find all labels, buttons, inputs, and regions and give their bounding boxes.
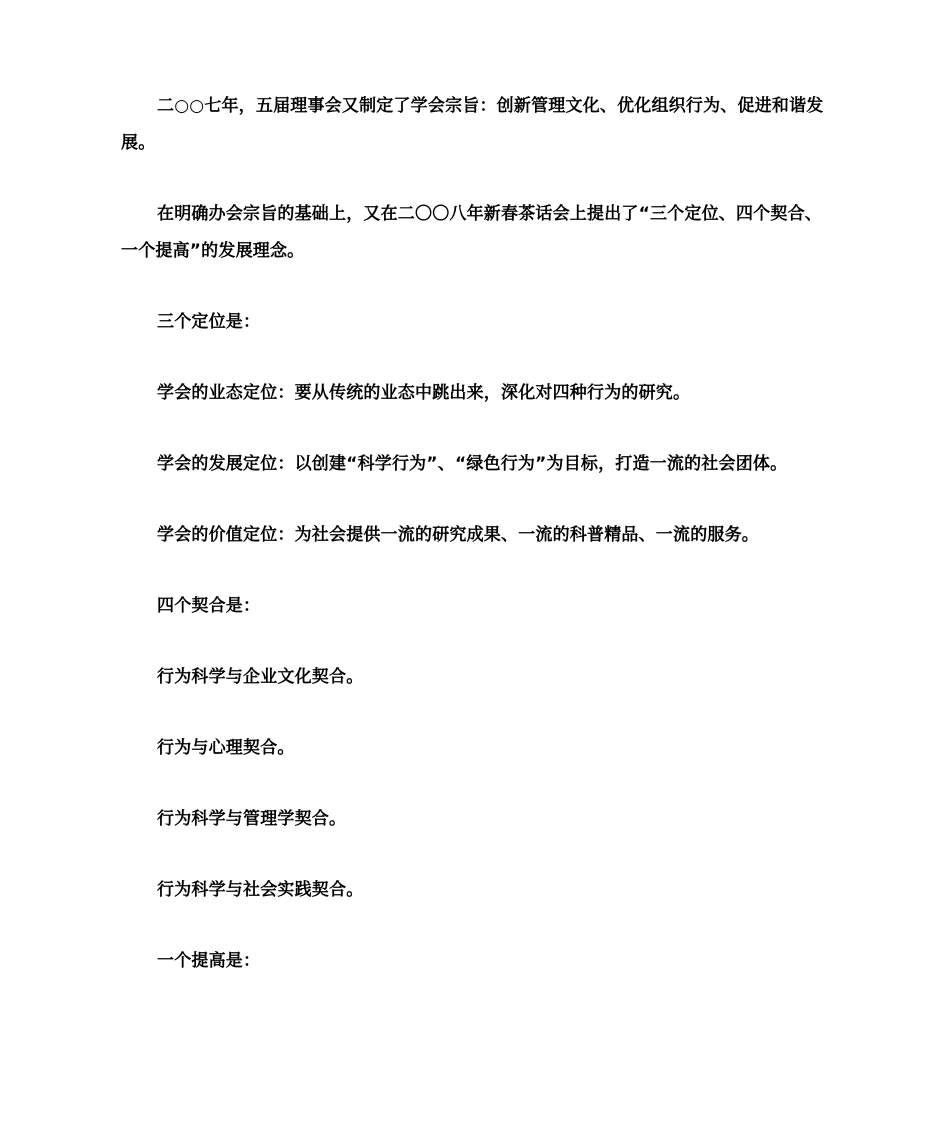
document-body: [121, 88, 833, 980]
paragraph-fit-corporate-culture: 行为科学与企业文化契合。: [157, 667, 364, 687]
heading-three-positionings: 三个定位是：: [157, 312, 261, 332]
paragraph-development-positioning: 学会的发展定位：以创建“科学行为”、“绿色行为”为目标，打造一流的社会团体。: [157, 454, 788, 474]
heading-four-fits: 四个契合是：: [157, 596, 261, 616]
paragraph-fit-social-practice: 行为科学与社会实践契合。: [157, 880, 364, 900]
paragraph-development-concept: 在明确办会宗旨的基础上，又在二〇〇八年新春茶话会上提出了“三个定位、四个契合、一个提高”的发展理念。: [121, 204, 822, 261]
paragraph-mission-statement: 二○○七年，五届理事会又制定了学会宗旨：创新管理文化、优化组织行为、促进和谐发展。: [121, 96, 824, 153]
heading-one-improvement: 一个提高是：: [157, 951, 261, 971]
paragraph-fit-management: 行为科学与管理学契合。: [157, 809, 347, 829]
paragraph-fit-psychology: 行为与心理契合。: [157, 738, 295, 758]
paragraph-value-positioning: 学会的价值定位：为社会提供一流的研究成果、一流的科普精品、一流的服务。: [157, 525, 759, 545]
paragraph-business-positioning: 学会的业态定位：要从传统的业态中跳出来，深化对四种行为的研究。: [157, 383, 691, 403]
